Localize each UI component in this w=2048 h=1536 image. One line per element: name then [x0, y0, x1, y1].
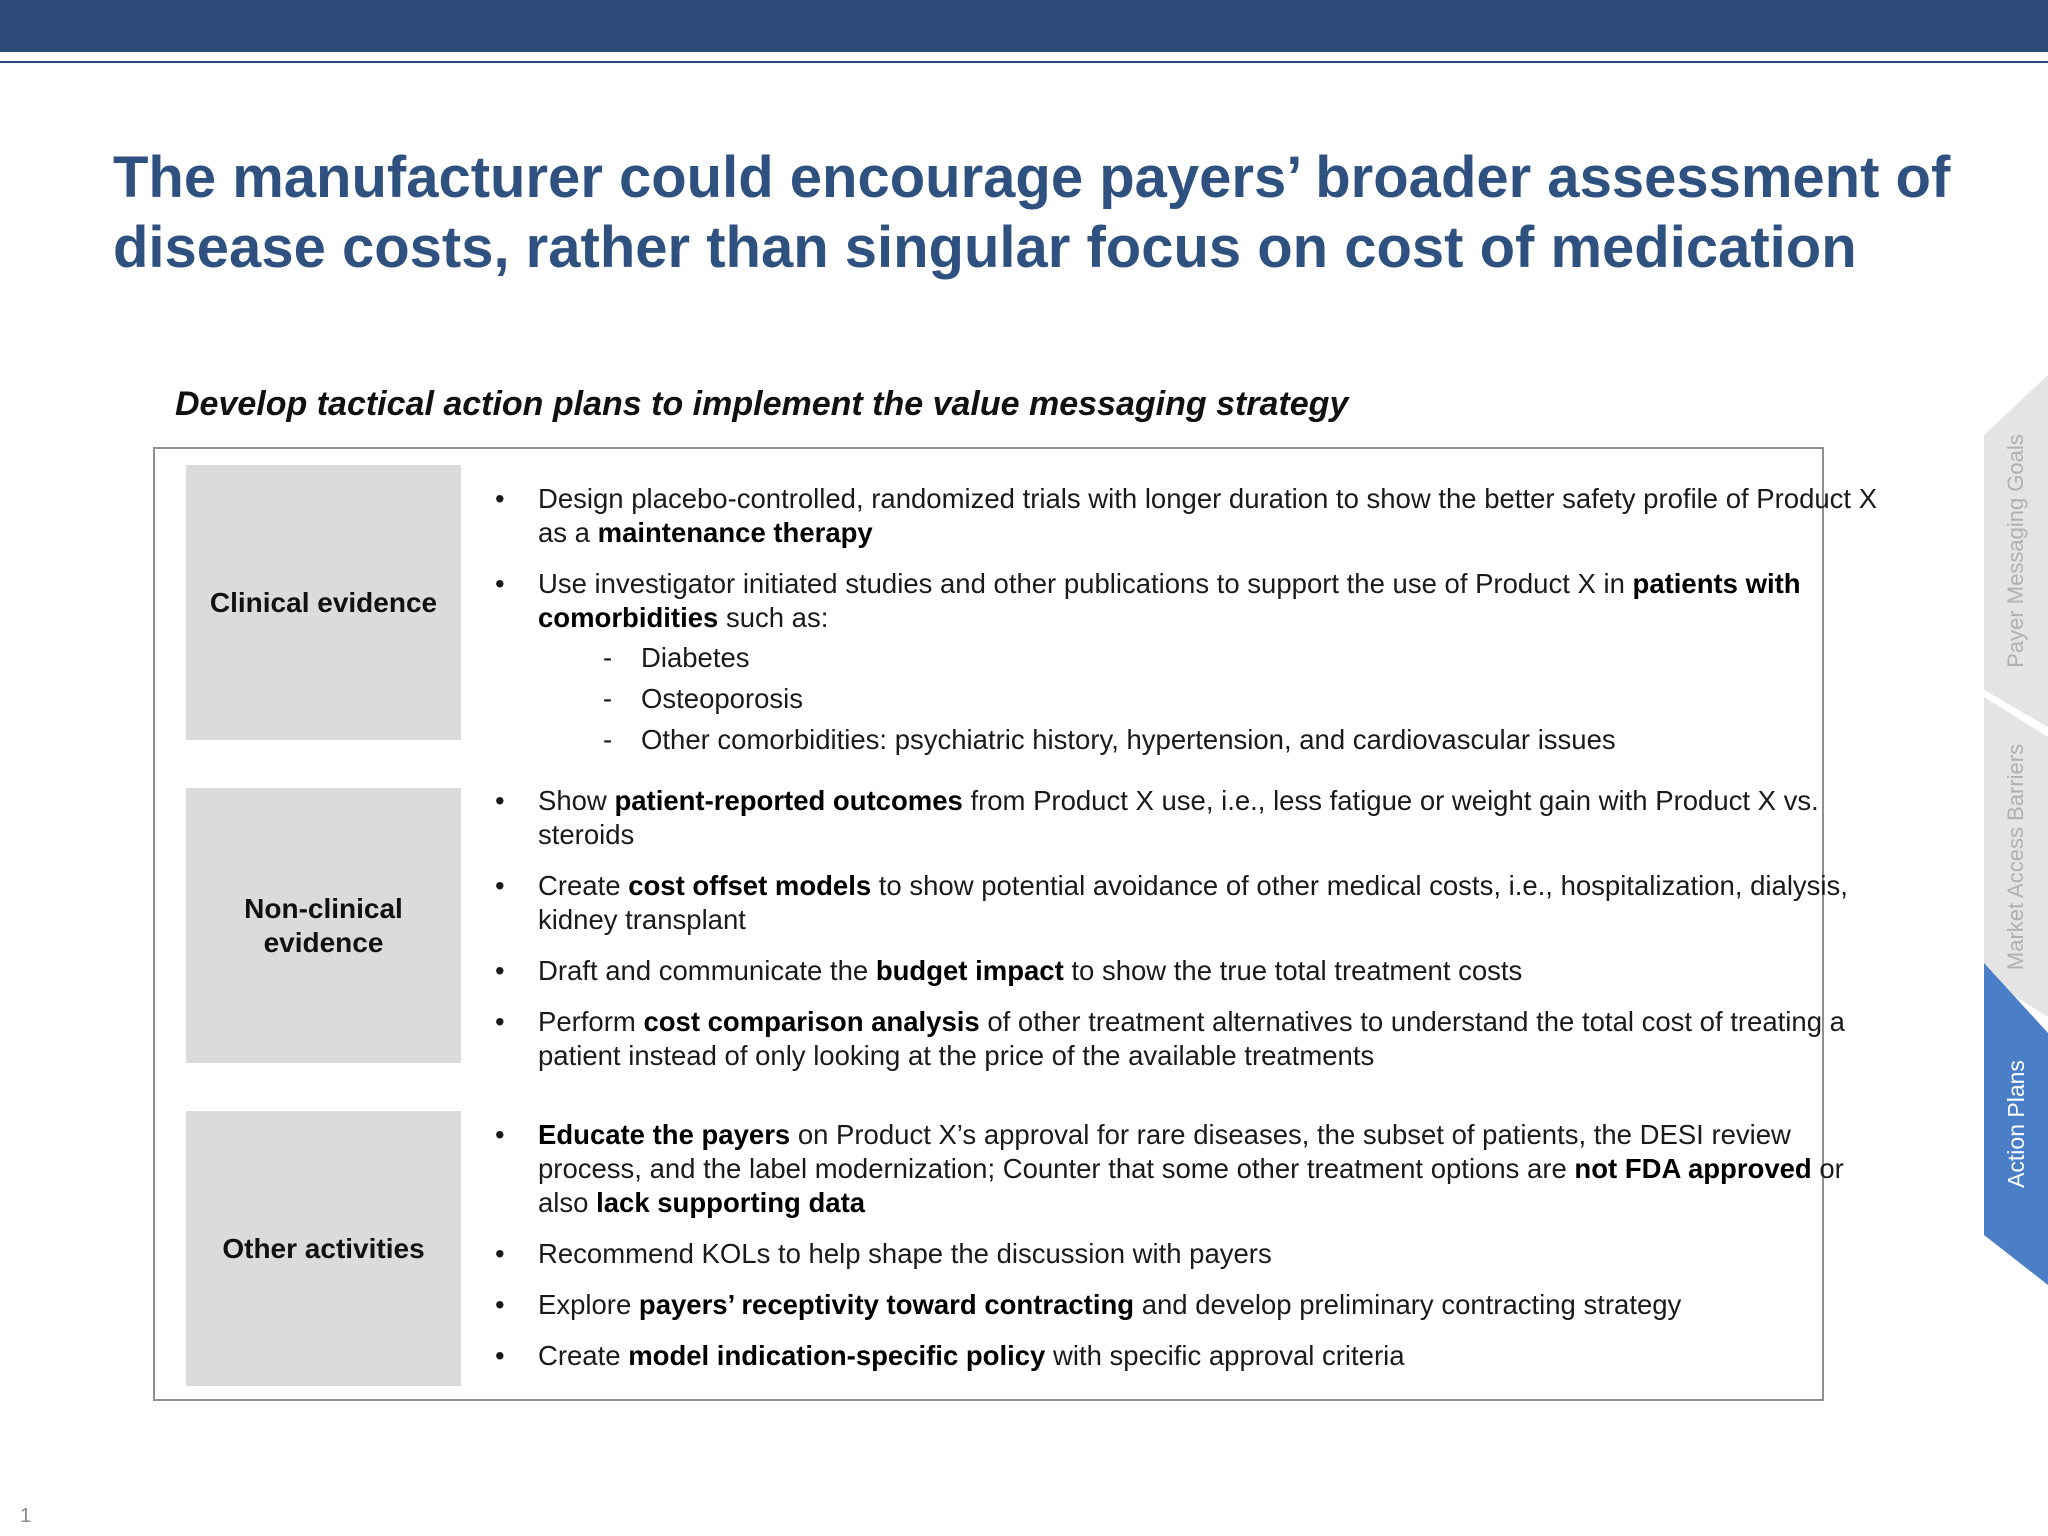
- bullet-emphasis: lack supporting data: [596, 1187, 866, 1218]
- sub-item: - Other comorbidities: psychiatric history, hypertension, and cardiovascular issues: [538, 723, 1885, 757]
- bullet-text: Show: [538, 785, 615, 816]
- bullet-emphasis: cost comparison analysis: [643, 1006, 980, 1037]
- bullet-emphasis: patients with comorbidities: [538, 568, 1801, 633]
- bullet-item: [495, 1339, 1885, 1373]
- bullet-text: of other treatment alternatives to understand the total cost of treating a patient instead of only looking at the price of the available treatments: [538, 1006, 1845, 1071]
- bullet-text: Recommend KOLs to help shape the discussion with payers: [538, 1238, 1272, 1269]
- header-rule: [0, 61, 2048, 63]
- bullet-text: and develop preliminary contracting strategy: [1134, 1289, 1682, 1320]
- bullet-text: Create: [538, 870, 629, 901]
- bullet-item: [495, 482, 1885, 550]
- bullet-text: such as:: [718, 602, 829, 633]
- sub-item: - Osteoporosis: [538, 682, 1885, 716]
- section-nav: [1984, 375, 2048, 1285]
- bullet-emphasis: model indication-specific policy: [628, 1340, 1046, 1371]
- bullet-emphasis: not FDA approved: [1574, 1153, 1812, 1184]
- bullet-text: Explore: [538, 1289, 639, 1320]
- bullet-text: Create: [538, 1340, 629, 1371]
- bullet-emphasis: payers’ receptivity toward contracting: [638, 1289, 1135, 1320]
- bullet-list: [495, 1118, 1885, 1390]
- bullet-item: [495, 869, 1885, 937]
- bullet-text: from Product X use, i.e., less fatigue or weight gain with Product X vs. steroids: [538, 785, 1819, 850]
- sub-list: [538, 641, 1885, 757]
- bullet-item: [495, 1005, 1885, 1073]
- section-label: Non-clinical evidence: [186, 788, 461, 1063]
- tab-action-plans[interactable]: [1984, 963, 2048, 1285]
- bullet-emphasis: patient-reported outcomes: [614, 785, 963, 816]
- sub-item: - Diabetes: [538, 641, 1885, 675]
- section-label: Other activities: [186, 1111, 461, 1386]
- bullet-text: to show the true total treatment costs: [1063, 955, 1523, 986]
- tab-label: Market Access Barriers: [2003, 743, 2028, 971]
- tab-payer-messaging-goals[interactable]: [1984, 375, 2048, 727]
- bullet-item: [495, 954, 1885, 988]
- bullet-item: [495, 1237, 1885, 1271]
- slide-title: The manufacturer could encourage payers’ broader assessment of disease costs, rather than singular focus on cost of medication: [113, 145, 1951, 280]
- bullet-list: [495, 784, 1885, 1090]
- bullet-text: Design placebo-controlled, randomized trials with longer duration to show the better safety profile of Product X as a: [538, 483, 1878, 548]
- bullet-text: on Product X’s approval for rare diseases, the subset of patients, the DESI review process, and the label modernization; Counter that some other treatment options are: [538, 1119, 1791, 1184]
- bullet-text: or also: [538, 1153, 1844, 1218]
- action-plan-panel: [153, 447, 1878, 1401]
- bullet-item: [495, 1288, 1885, 1322]
- bullet-emphasis: budget impact: [875, 955, 1064, 986]
- bullet-text: with specific approval criteria: [1045, 1340, 1405, 1371]
- slide-subtitle: Develop tactical action plans to implement the value messaging strategy: [175, 385, 1349, 423]
- tab-label: Action Plans: [2003, 1060, 2029, 1188]
- bullet-emphasis: Educate the payers: [538, 1119, 791, 1150]
- bullet-list: [495, 482, 1885, 774]
- bullet-item: [495, 1118, 1885, 1220]
- section-label: Clinical evidence: [186, 465, 461, 740]
- bullet-emphasis: maintenance therapy: [597, 517, 873, 548]
- bullet-text: Use investigator initiated studies and other publications to support the use of Product X in: [538, 568, 1633, 599]
- bullet-item: [495, 567, 1885, 757]
- top-banner: [0, 0, 2048, 52]
- bullet-text: Draft and communicate the: [538, 955, 876, 986]
- bullet-emphasis: cost offset models: [628, 870, 872, 901]
- bullet-text: Perform: [538, 1006, 644, 1037]
- tab-label: Payer Messaging Goals: [2003, 434, 2028, 668]
- bullet-item: [495, 784, 1885, 852]
- page-number: 1: [20, 1505, 32, 1527]
- bullet-text: to show potential avoidance of other medical costs, i.e., hospitalization, dialysis, kidney transplant: [538, 870, 1848, 935]
